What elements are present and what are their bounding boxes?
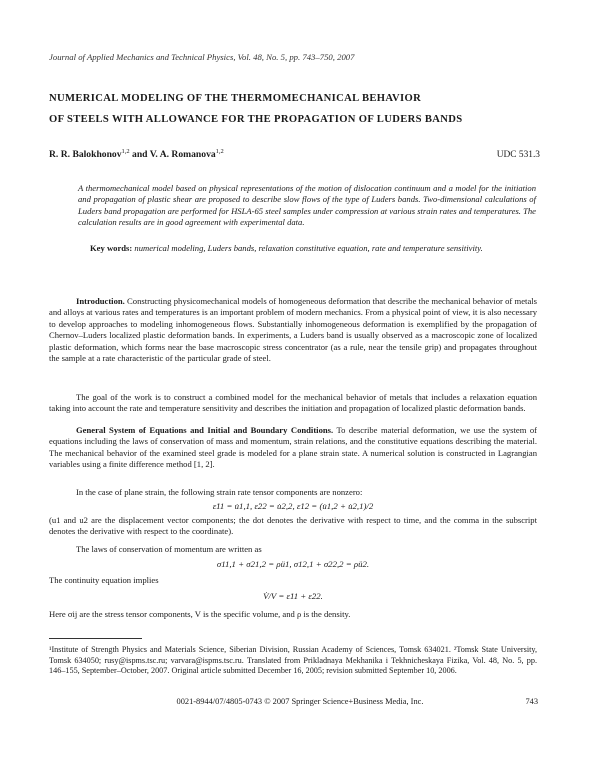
author-1-affiliation: 1,2 bbox=[121, 148, 130, 155]
momentum-paragraph: The laws of conservation of momentum are written as bbox=[76, 544, 262, 554]
introduction-heading: Introduction. bbox=[76, 296, 125, 306]
author-1: R. R. Balokhonov bbox=[49, 149, 122, 160]
continuity-equation: V̇/V = ε̇11 + ε̇22. bbox=[263, 591, 323, 601]
page-number: 743 bbox=[525, 697, 538, 706]
keywords bbox=[78, 243, 536, 254]
keywords-label: Key words: bbox=[90, 243, 133, 253]
author-list bbox=[49, 148, 224, 160]
journal-citation: Journal of Applied Mechanics and Technical Physics, Vol. 48, No. 5, pp. 743–750, 2007 bbox=[49, 52, 355, 62]
copyright-line: 0021-8944/07/4805-0743 © 2007 Springer Science+Business Media, Inc. bbox=[176, 697, 424, 706]
introduction-text: Constructing physicomechanical models of homogeneous deformation that describe the mechanical behavior of metals and alloys at various rates and temperatures is an important problem of modern mechanics. From a physical point of view, it is also necessary to develop approaches to modeling inhomogeneous flows. Substantially inhomogeneous deformation is exemplified by the propagation of Chernov–Luders localized plastic deformation bands. In experiments, a Luders band is usually observed as a macroscopic zone of localized plastic deformation, which forms near the base macroscopic stress concentrator (as a rule, near the tensile grip) and propagates throughout the sample at a rate characteristic of the particular grade of steel. bbox=[49, 296, 537, 364]
abstract: A thermomechanical model based on physical representations of the motion of dislocation continuum and a model for the initiation and propagation of plastic shear are proposed to describe slow flows of the type of Luders bands. Two-dimensional calculations of Luders band propagation are performed for HSLA-65 steel samples under compression at various strain rates and temperatures. The calculation results are in good agreement with experimental data. bbox=[78, 183, 536, 228]
udc-code: UDC 531.3 bbox=[496, 150, 540, 160]
displacement-note: (u1 and u2 are the displacement vector components; the dot denotes the derivative with respect to time, and the comma in the subscript denotes the derivative with respect to the coordinate). bbox=[49, 515, 537, 537]
general-system-heading: General System of Equations and Initial and Boundary Conditions. bbox=[76, 425, 334, 435]
author-2-affiliation: 1,2 bbox=[215, 148, 224, 155]
general-system-text: To describe material deformation, we use the system of equations including the laws of conservation of mass and momentum, strain relations, and the constitutive equations describing the material. The mechanical behavior of the examined steel grade is modeled for a plane strain state. A numerical solution is constructed in Lagrangian variables using a finite difference method [1, 2]. bbox=[49, 425, 537, 470]
keywords-text: numerical modeling, Luders bands, relaxation constitutive equation, rate and temperature sensitivity. bbox=[132, 243, 483, 253]
plane-strain-paragraph: In the case of plane strain, the following strain rate tensor components are nonzero: bbox=[76, 487, 363, 497]
paper-title-line-2: OF STEELS WITH ALLOWANCE FOR THE PROPAGATION OF LUDERS BANDS bbox=[49, 114, 463, 125]
momentum-equation: σ11,1 + σ21,2 = ρü1, σ12,1 + σ22,2 = ρü2. bbox=[216, 559, 370, 569]
affiliation-footnote: ¹Institute of Strength Physics and Materials Science, Siberian Division, Russian Academy of Sciences, Tomsk 634021. ²Tomsk State University, Tomsk 634050; rusy@ispms.tsc.ru; varvara@ispms.tsc.ru. Translated from Prikladnaya Mekhanika i Tekhnicheskaya Fizika, Vol. 48, No. 5, pp. 146–155, September–October, 2007. Original article submitted December 16, 2005; revision submitted September 10, 2006. bbox=[49, 645, 537, 676]
goal-paragraph: The goal of the work is to construct a combined model for the mechanical behavior of metals that includes a relaxation equation taking into account the rate and temperature sensitivity and describes the initiation and propagation of localized plastic deformation bands. bbox=[49, 392, 537, 414]
author-conjunction: and bbox=[129, 149, 150, 160]
continuity-paragraph: The continuity equation implies bbox=[49, 575, 159, 585]
paper-title-line-1: NUMERICAL MODELING OF THE THERMOMECHANICAL BEHAVIOR bbox=[49, 93, 422, 104]
definitions-paragraph: Here σij are the stress tensor components, V is the specific volume, and ρ is the density. bbox=[49, 609, 351, 619]
strain-rate-equation: ε̇11 = u̇1,1, ε̇22 = u̇2,2, ε̇12 = (u̇1,2 + u̇2,1)/2 bbox=[212, 501, 374, 511]
introduction-paragraph bbox=[49, 296, 537, 365]
general-system-paragraph bbox=[49, 425, 537, 471]
footnote-divider bbox=[49, 638, 142, 639]
author-2: V. A. Romanova bbox=[149, 149, 216, 160]
